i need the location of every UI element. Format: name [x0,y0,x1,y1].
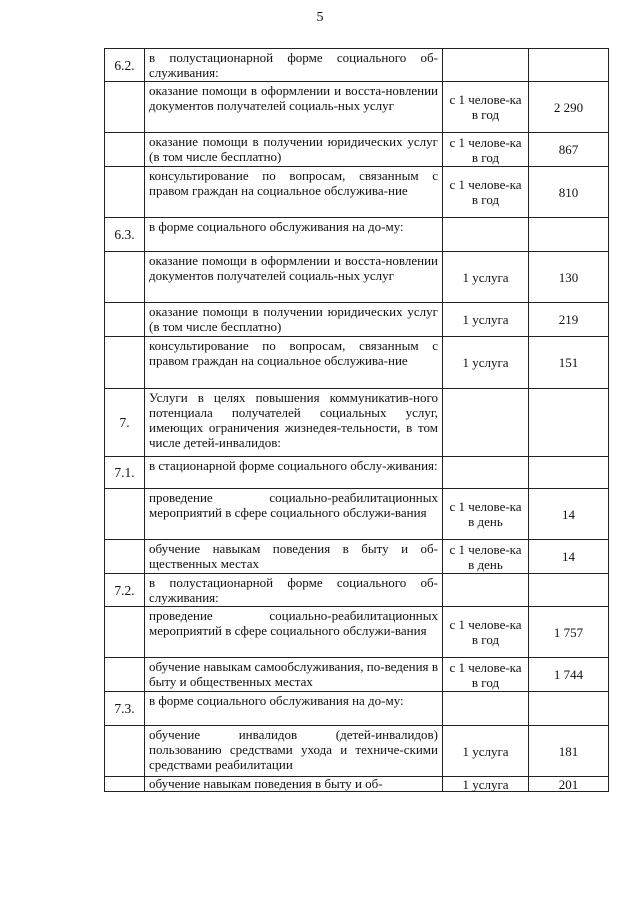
unit-of-measure: 1 услуга [443,303,529,337]
table-row [105,607,609,658]
table-row [105,658,609,692]
section-row [105,218,609,252]
section-number: 7.3. [105,692,145,726]
unit-of-measure [443,389,529,457]
tariff-value: 151 [529,337,609,389]
service-description: Услуги в целях повышения коммуникатив-ного потенциала получателей социальных услуг, имеющих ограничения жизнедея-тельности, в том числе детей-инвалидов: [145,389,443,457]
service-description: оказание помощи в оформлении и восста-новлении документов получателей социаль-ных услуг [145,252,443,303]
unit-of-measure: 1 услуга [443,337,529,389]
section-number [105,303,145,337]
table-row [105,540,609,574]
table-row [105,82,609,133]
tariff-value [529,218,609,252]
unit-of-measure [443,457,529,489]
tariff-value [529,389,609,457]
section-number [105,133,145,167]
service-description: в полустационарной форме социального об-служивания: [145,49,443,82]
service-description: обучение навыкам самообслуживания, по-ведения в быту и общественных местах [145,658,443,692]
tariff-value [529,49,609,82]
service-description: проведение социально-реабилитационных мероприятий в сфере социального обслужи-вания [145,607,443,658]
table-row [105,337,609,389]
service-description: проведение социально-реабилитационных мероприятий в сфере социального обслужи-вания [145,489,443,540]
section-row [105,692,609,726]
tariff-value: 201 [529,777,609,792]
tariff-value: 14 [529,489,609,540]
section-number: 6.2. [105,49,145,82]
tariff-value: 219 [529,303,609,337]
table-row [105,777,609,792]
section-number [105,252,145,303]
section-row [105,457,609,489]
section-number [105,489,145,540]
section-number [105,726,145,777]
section-number: 7.1. [105,457,145,489]
section-row [105,574,609,607]
tariff-value: 1 757 [529,607,609,658]
unit-of-measure: 1 услуга [443,252,529,303]
table-row [105,133,609,167]
tariff-value: 14 [529,540,609,574]
unit-of-measure: 1 услуга [443,726,529,777]
service-description: оказание помощи в получении юридических услуг (в том числе бесплатно) [145,303,443,337]
table-row [105,252,609,303]
service-description: в форме социального обслуживания на до-му: [145,692,443,726]
service-description: обучение навыкам поведения в быту и об-щественных местах [145,540,443,574]
service-description: обучение инвалидов (детей-инвалидов) пользованию средствами ухода и техниче-скими средствами реабилитации [145,726,443,777]
tariff-value [529,574,609,607]
page-number: 5 [316,10,324,25]
table-row [105,489,609,540]
section-number [105,658,145,692]
table-row [105,303,609,337]
section-number [105,337,145,389]
services-tariff-table [104,48,609,792]
unit-of-measure: с 1 челове-ка в год [443,607,529,658]
service-description: оказание помощи в получении юридических услуг (в том числе бесплатно) [145,133,443,167]
service-description: в полустационарной форме социального об-служивания: [145,574,443,607]
section-number [105,82,145,133]
tariff-value: 181 [529,726,609,777]
section-row [105,389,609,457]
section-number [105,607,145,658]
tariff-value: 130 [529,252,609,303]
unit-of-measure: с 1 челове-ка в год [443,133,529,167]
tariff-value: 810 [529,167,609,218]
section-number [105,540,145,574]
service-description: в стационарной форме социального обслу-живания: [145,457,443,489]
section-number: 7.2. [105,574,145,607]
service-description: оказание помощи в оформлении и восста-новлении документов получателей социаль-ных услуг [145,82,443,133]
table-row [105,726,609,777]
unit-of-measure: 1 услуга [443,777,529,792]
section-number [105,777,145,792]
service-description: в форме социального обслуживания на до-му: [145,218,443,252]
unit-of-measure: с 1 челове-ка в год [443,167,529,218]
table-row [105,167,609,218]
service-description: консультирование по вопросам, связанным с правом граждан на социальное обслужива-ние [145,337,443,389]
section-row [105,49,609,82]
section-number [105,167,145,218]
unit-of-measure [443,574,529,607]
unit-of-measure: с 1 челове-ка в день [443,540,529,574]
unit-of-measure [443,218,529,252]
section-number: 6.3. [105,218,145,252]
unit-of-measure [443,49,529,82]
section-number: 7. [105,389,145,457]
tariff-value [529,457,609,489]
unit-of-measure: с 1 челове-ка в год [443,82,529,133]
unit-of-measure: с 1 челове-ка в день [443,489,529,540]
service-description: обучение навыкам поведения в быту и об- [145,777,443,792]
unit-of-measure [443,692,529,726]
service-description: консультирование по вопросам, связанным с правом граждан на социальное обслужива-ние [145,167,443,218]
tariff-value: 2 290 [529,82,609,133]
tariff-value: 867 [529,133,609,167]
tariff-value: 1 744 [529,658,609,692]
unit-of-measure: с 1 челове-ка в год [443,658,529,692]
tariff-value [529,692,609,726]
